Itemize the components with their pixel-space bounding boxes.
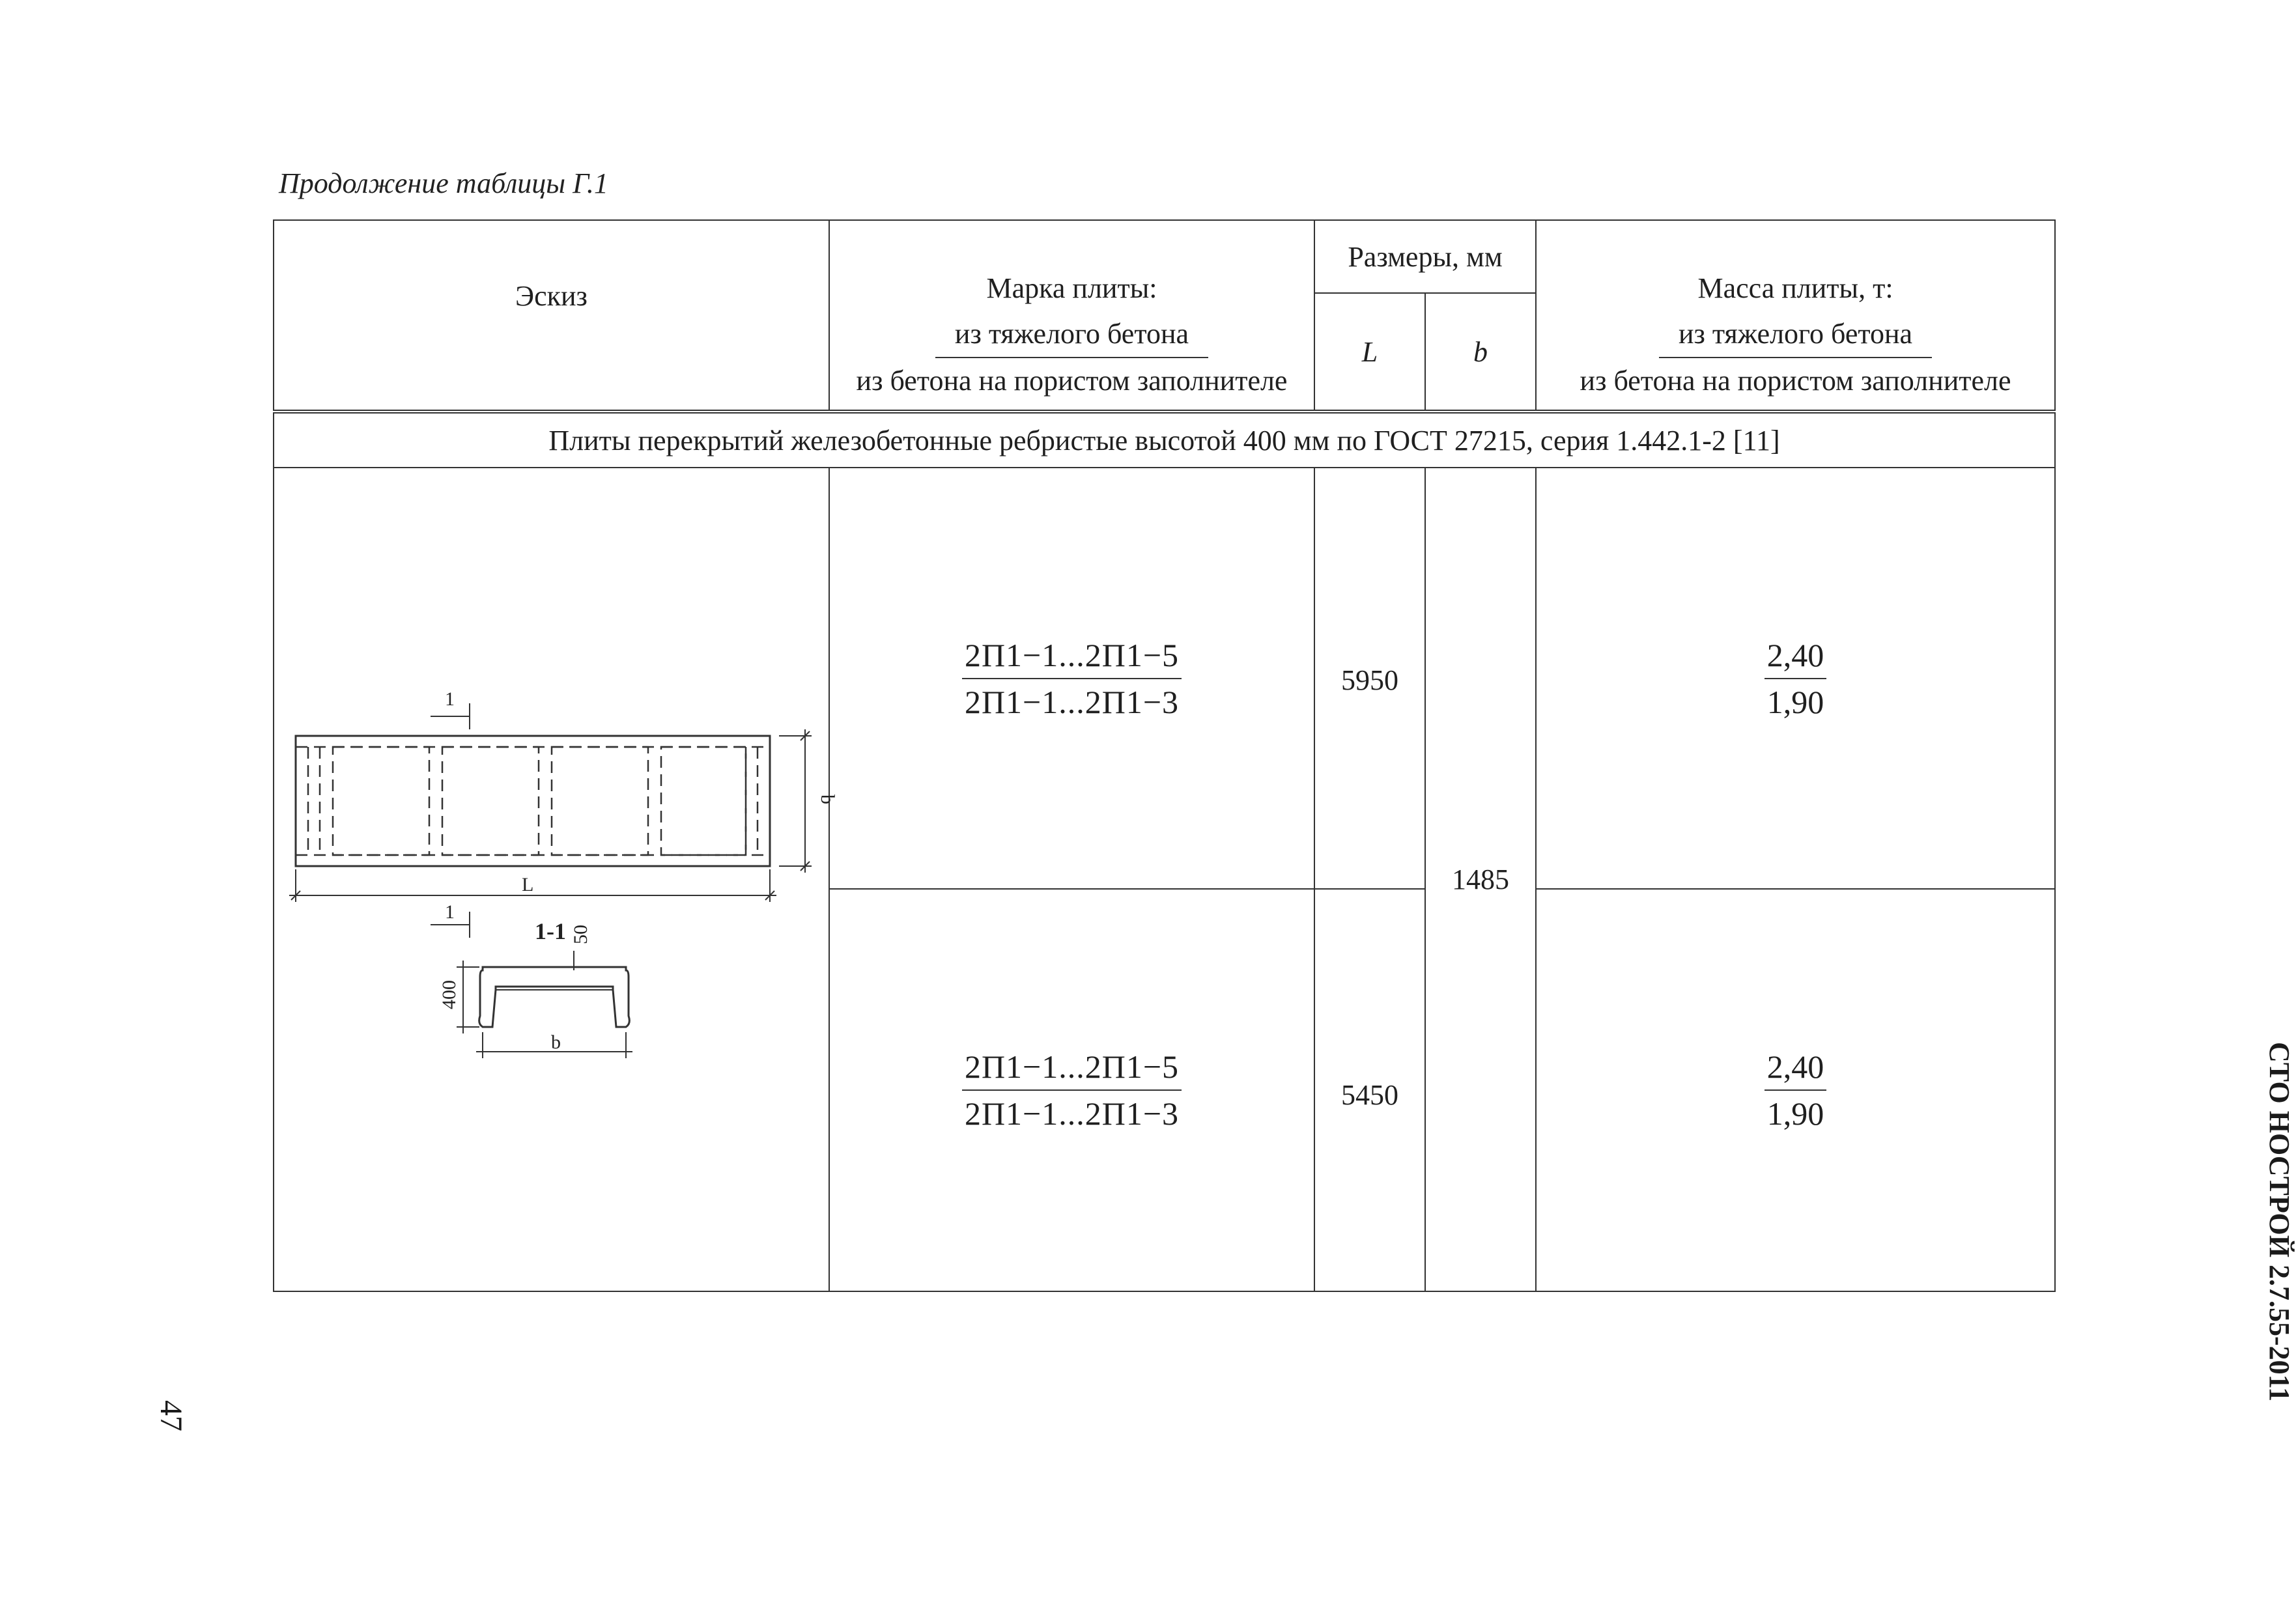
mark-porous-2: 2П1−1...2П1−3: [964, 1095, 1180, 1132]
section-dim-400: 400: [438, 980, 460, 1009]
mass-porous-2: 1,90: [1766, 1095, 1824, 1132]
section-label: 1-1: [535, 918, 566, 944]
L-value-2: 5450: [1341, 1079, 1398, 1111]
section-title: Плиты перекрытий железобетонные ребристые высотой 400 мм по ГОСТ 27215, серия 1.442.1-2 [11]: [274, 412, 2055, 468]
mass-cell-1: [1536, 468, 2055, 889]
mass-porous-1: 1,90: [1766, 683, 1824, 720]
cut-mark-top: 1: [445, 688, 455, 710]
table-caption: Продолжение таблицы Г.1: [279, 167, 608, 199]
plan-dim-b: b: [817, 794, 838, 804]
header-mark: [829, 220, 1314, 412]
b-value: 1485: [1452, 864, 1509, 895]
mark-cell-1: [829, 468, 1314, 889]
plan-dim-L: L: [522, 874, 534, 895]
b-cell: [1425, 468, 1536, 1291]
header-mass-title: Масса плиты, т:: [1697, 272, 1893, 304]
mark-fraction-2: [962, 1044, 1182, 1136]
mark-heavy-1: 2П1−1...2П1−5: [962, 632, 1182, 679]
header-mark-porous: из бетона на пористом заполнителе: [856, 365, 1288, 397]
data-table: [273, 219, 2056, 1292]
mass-fraction-2: [1765, 1044, 1827, 1136]
header-sketch: Эскиз: [274, 220, 829, 412]
L-cell-1: [1314, 468, 1425, 889]
section-dim-50: 50: [570, 925, 591, 944]
mass-fraction-1: [1765, 632, 1827, 725]
header-mass-heavy: из тяжелого бетона: [1659, 311, 1932, 358]
header-mass-porous: из бетона на пористом заполнителе: [1580, 365, 2011, 397]
header-mark-title: Марка плиты:: [986, 272, 1157, 304]
header-dim-L: L: [1314, 293, 1425, 412]
page-number: 47: [154, 1400, 188, 1431]
mark-fraction-1: [962, 632, 1182, 725]
L-value-1: 5950: [1341, 664, 1398, 696]
mass-heavy-1: 2,40: [1765, 632, 1827, 679]
section-profile: [479, 967, 630, 1027]
slab-sketch: [274, 469, 838, 1290]
section-dim-b: b: [551, 1032, 561, 1053]
header-dim-b: b: [1425, 293, 1536, 412]
header-dims: Размеры, мм: [1314, 220, 1536, 293]
L-cell-2: [1314, 889, 1425, 1291]
mark-porous-1: 2П1−1...2П1−3: [964, 683, 1180, 720]
header-mass: [1536, 220, 2055, 412]
mass-cell-2: [1536, 889, 2055, 1291]
header-mark-heavy: из тяжелого бетона: [935, 311, 1208, 358]
mass-heavy-2: 2,40: [1765, 1044, 1827, 1091]
slab-plan-outline: [296, 736, 770, 866]
sketch-cell: [274, 468, 838, 1291]
document-code: СТО НОСТРОЙ 2.7.55-2011: [2263, 1042, 2295, 1402]
mark-cell-2: [829, 889, 1314, 1291]
mark-heavy-2: 2П1−1...2П1−5: [962, 1044, 1182, 1091]
slab-rib-dashes: [296, 747, 770, 855]
cut-mark-bottom: 1: [445, 901, 455, 923]
